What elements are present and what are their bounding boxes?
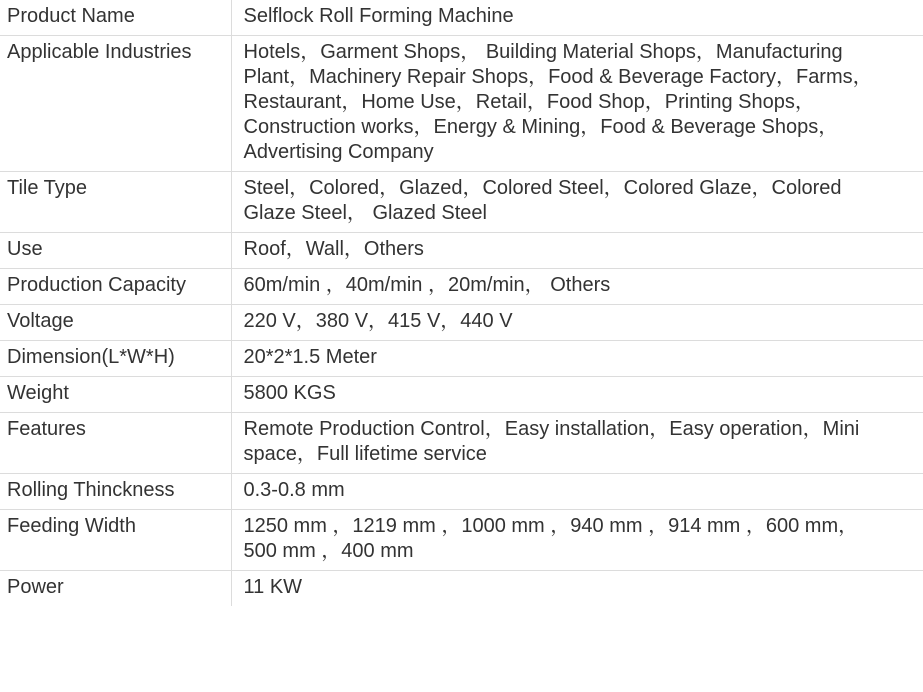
- spec-value: Remote Production Control，Easy installation，Easy operation，Mini space，Full lifetime service: [231, 413, 923, 474]
- spec-key: Voltage: [0, 305, 231, 341]
- spec-key: Dimension(L*W*H): [0, 341, 231, 377]
- spec-value: 5800 KGS: [231, 377, 923, 413]
- spec-key: Applicable Industries: [0, 36, 231, 172]
- table-row: [0, 413, 923, 474]
- table-row: [0, 341, 923, 377]
- spec-value: 11 KW: [243, 576, 303, 598]
- spec-key: Feeding Width: [0, 510, 231, 571]
- spec-key: Rolling Thinckness: [0, 474, 231, 510]
- table-row: [0, 172, 923, 233]
- table-row: [0, 269, 923, 305]
- spec-value: 20*2*1.5 Meter: [231, 341, 923, 377]
- table-row: [0, 377, 923, 413]
- spec-value: Roof，Wall，Others: [231, 233, 923, 269]
- spec-key: Tile Type: [0, 172, 231, 233]
- spec-value: 60m/min ，40m/min ，20m/min， Others: [231, 269, 923, 305]
- table-row: [0, 571, 923, 607]
- spec-value: 1250 mm ，1219 mm ，1000 mm ，940 mm ，914 mm ，600 mm，500 mm ，400 mm: [231, 510, 923, 571]
- spec-key: Use: [0, 233, 231, 269]
- spec-value: 0.3-0.8 mm: [231, 474, 923, 510]
- spec-key: Power: [0, 571, 231, 607]
- spec-value: 220 V，380 V，415 V，440 V: [231, 305, 923, 341]
- spec-value: Hotels，Garment Shops， Building Material Shops，Manufacturing Plant，Machinery Repair Shops，Food & Beverage Factory，Farms，Restaurant，Home Use，Retail，Food Shop，Printing Shops，Construction works，Energy & Mining，Food & Beverage Shops，Advertising Company: [231, 36, 923, 172]
- table-row: [0, 474, 923, 510]
- spec-value: Selflock Roll Forming Machine: [231, 0, 923, 36]
- table-row: [0, 36, 923, 172]
- spec-key: Features: [0, 413, 231, 474]
- table-row: [0, 0, 923, 36]
- spec-key: Production Capacity: [0, 269, 231, 305]
- table-row: [0, 510, 923, 571]
- spec-key: Product Name: [0, 0, 231, 36]
- spec-value: Steel，Colored，Glazed，Colored Steel，Colored Glaze，Colored Glaze Steel， Glazed Steel: [231, 172, 923, 233]
- spec-key: Weight: [0, 377, 231, 413]
- table-row: [0, 233, 923, 269]
- table-row: [0, 305, 923, 341]
